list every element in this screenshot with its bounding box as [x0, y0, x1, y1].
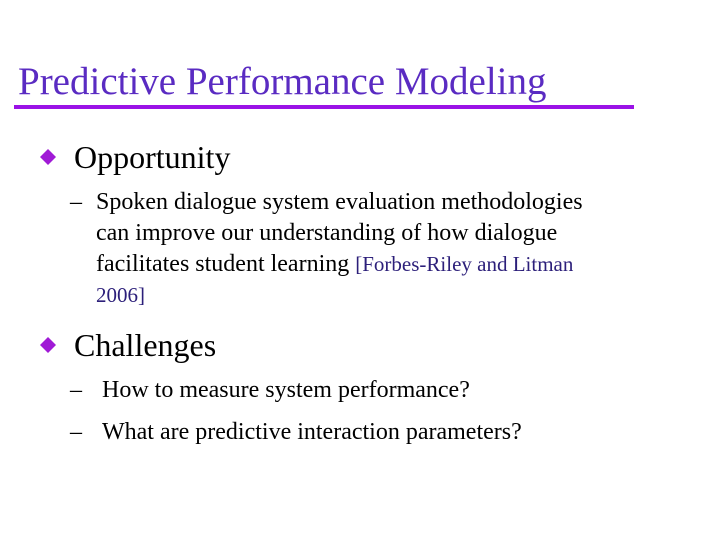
diamond-bullet-icon: [40, 337, 56, 353]
diamond-bullet-icon: [40, 149, 56, 165]
slide-title: Predictive Performance Modeling: [18, 60, 547, 103]
bullet-challenges: [40, 325, 216, 365]
bullet-label: Opportunity: [74, 139, 231, 175]
sub-bullet-text: [96, 187, 583, 311]
citation-year: 2006]: [96, 283, 145, 307]
dash-marker: –: [70, 189, 82, 215]
sub-bullet-opportunity-detail: [70, 187, 680, 311]
sub-line-text: facilitates student learning: [96, 251, 350, 277]
citation: [Forbes-Riley and Litman: [355, 252, 574, 276]
sub-line: [96, 249, 583, 280]
dash-marker: –: [70, 419, 82, 445]
sub-line: Spoken dialogue system evaluation methodologies: [96, 189, 583, 215]
sub-bullet-text: How to measure system performance?: [102, 377, 470, 403]
sub-bullet-parameters: [70, 417, 522, 448]
title-underline: [14, 105, 634, 109]
bullet-label: Challenges: [74, 327, 217, 363]
sub-bullet-text: What are predictive interaction parameters?: [102, 419, 522, 445]
sub-bullet-measure: [70, 375, 470, 406]
sub-line: can improve our understanding of how dialogue: [96, 220, 558, 246]
dash-marker: –: [70, 377, 82, 403]
bullet-opportunity: [40, 137, 230, 177]
